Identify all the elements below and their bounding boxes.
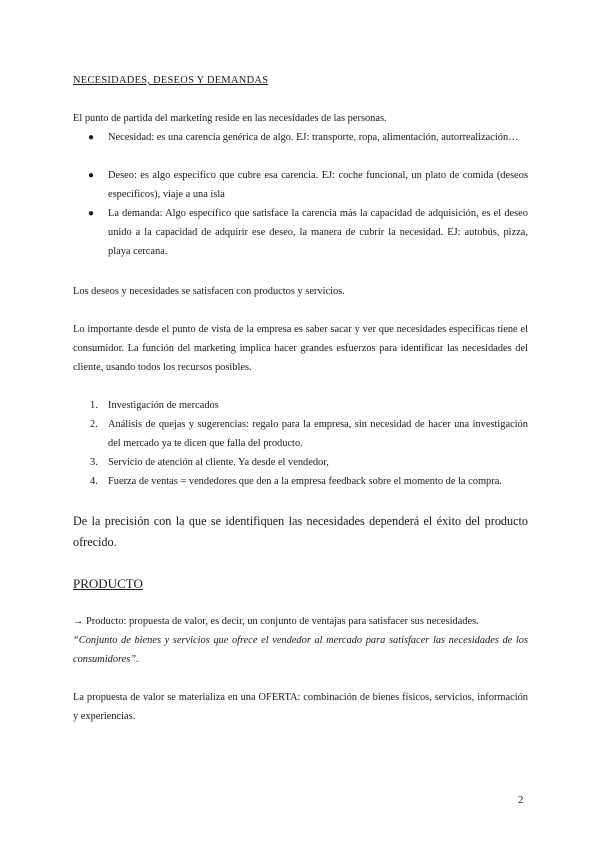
list-number: 2.: [90, 419, 98, 430]
intro-paragraph: El punto de partida del marketing reside en las necesidades de las personas.: [73, 113, 387, 124]
section-title-producto: PRODUCTO: [73, 576, 143, 591]
bullet-item-demanda: La demanda: Algo específico que satisface la carencia más la capacidad de adquisición, es el deseo unido a la capacidad de adquirir ese deseo, la manera de cubrir la necesidad. EJ: autobús, pizza, playa cercana.: [108, 208, 528, 258]
producto-quote: “Conjunto de bienes y servicios que ofrece el vendedor al mercado para satisfacer las necesidades de los consumidores”.: [73, 635, 528, 666]
conclusion-paragraph: De la precisión con la que se identifiquen las necesidades dependerá el éxito del producto ofrecido.: [73, 514, 528, 549]
numbered-item-quejas: Análisis de quejas y sugerencias: regalo para la empresa, sin necesidad de hacer una investigación del mercado ya te dicen que falla del producto.: [108, 419, 528, 450]
numbered-item-ventas: Fuerza de ventas = vendedores que den a la empresa feedback sobre el momento de la compra.: [108, 476, 502, 487]
numbered-item-atencion: Servicio de atención al cliente. Ya desde el vendedor,: [108, 457, 329, 468]
bullet-icon: ●: [88, 132, 95, 143]
list-number: 3.: [90, 457, 98, 468]
oferta-paragraph: La propuesta de valor se materializa en una OFERTA: combinación de bienes físicos, servicios, información y experiencias.: [73, 692, 528, 723]
list-number: 1.: [90, 400, 98, 411]
producto-definition: → Producto: propuesta de valor, es decir, un conjunto de ventajas para satisfacer sus necesidades.: [73, 616, 479, 627]
numbered-item-investigacion: Investigación de mercados: [108, 400, 219, 411]
paragraph-deseos: Los deseos y necesidades se satisfacen con productos y servicios.: [73, 286, 345, 297]
list-number: 4.: [90, 476, 98, 487]
bullet-item-necesidad: Necesidad: es una carencia genérica de algo. EJ: transporte, ropa, alimentación, autorrealización…: [108, 132, 519, 143]
paragraph-empresa: Lo importante desde el punto de vista de la empresa es saber sacar y ver que necesidades especificas tiene el consumidor. La función del marketing implica hacer grandes esfuerzos para identificar las necesidades del cliente, usando todos los recursos posibles.: [73, 324, 528, 374]
bullet-icon: ●: [88, 208, 95, 219]
page-number: 2: [518, 794, 524, 806]
bullet-item-deseo: Deseo: es algo especifico que cubre esa carencia. EJ: coche funcional, un plato de comida (deseos específicos), viaje a una isla: [108, 170, 528, 201]
bullet-icon: ●: [88, 170, 95, 181]
section-title-necesidades: NECESIDADES, DESEOS Y DEMANDAS: [73, 75, 269, 86]
